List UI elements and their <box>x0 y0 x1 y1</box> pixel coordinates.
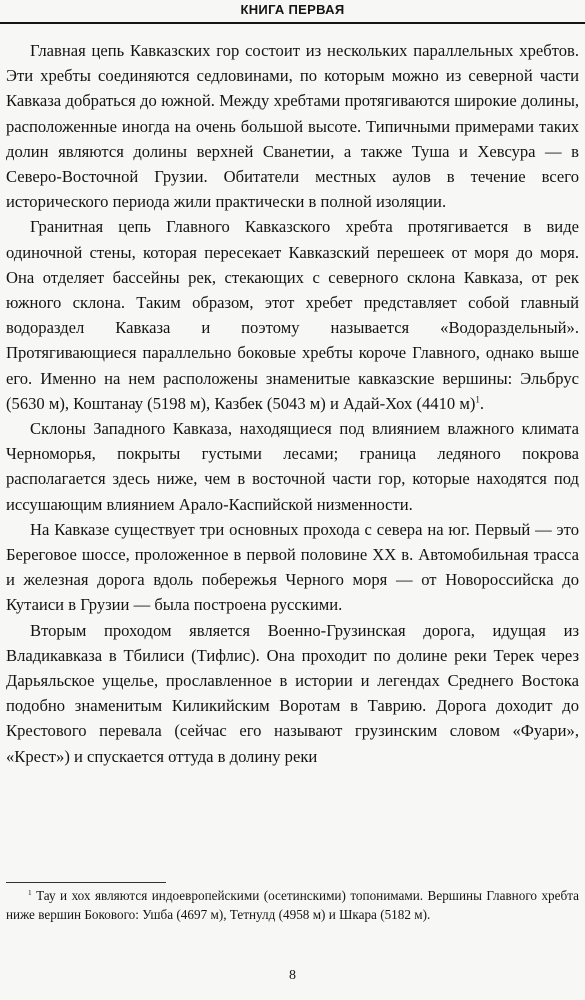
footnote <box>6 886 579 924</box>
body-text <box>6 38 579 769</box>
paragraph-2-text: Гранитная цепь Главного Кавказского хребта протягивается в виде одиночной стены, которая пересекает Кавказский перешеек от моря до моря. Она отделяет бассейны рек, стекающих с северного склона Кавказа, от рек южного склона. Таким образом, этот хребет представляет собой главный водораздел Кавказа и поэтому называется «Водораздельный». Протягивающиеся параллельно боковые хребты короче Главного, однако выше его. Именно на нем расположены знаменитые кавказские вершины: Эльбрус (5630 м), Коштанау (5198 м), Казбек (5043 м) и Адай-Хох (4410 м) <box>6 217 579 413</box>
running-header: КНИГА ПЕРВАЯ <box>240 2 345 17</box>
footnote-text: Тау и хох являются индоевропейскими (осетинскими) топонимами. Вершины Главного хребта ниже вершин Бокового: Ушба (4697 м), Тетнулд (4958 м) и Шкара (5182 м). <box>6 888 579 922</box>
footnote-marker: 1 <box>28 888 32 897</box>
paragraph-2 <box>6 214 579 416</box>
header-rule <box>0 22 585 24</box>
paragraph-3: Склоны Западного Кавказа, находящиеся под влиянием влажного климата Черноморья, покрыты густыми лесами; граница ледяного покрова располагается здесь ниже, чем в восточной части гор, которые находятся под иссушающим влиянием Арало-Каспийской низменности. <box>6 419 579 514</box>
paragraph-4: На Кавказе существует три основных прохода с севера на юг. Первый — это Береговое шоссе, проложенное в первой половине XX в. Автомобильная трасса и железная дорога вдоль побережья Черного моря — от Новороссийска до Кутаиси в Грузии — была построена русскими. <box>6 519 579 615</box>
footnote-separator <box>6 882 166 883</box>
page-number: 8 <box>289 968 296 983</box>
paragraph-1: Главная цепь Кавказских гор состоит из нескольких параллельных хребтов. Эти хребты соединяются седловинами, по которым можно из северной части Кавказа добраться до южной. Между хребтами протягиваются широкие долины, расположенные иногда на очень большой высоте. Типичными примерами таких долин являются долины верхней Сванетии, а также Туша и Хевсура — в Северо-Восточной Грузии. Обитатели местных аулов в течение всего исторического периода жили практически в полной изоляции. <box>6 41 579 212</box>
paragraph-2-end: . <box>479 393 485 413</box>
paragraph-5: Вторым проходом является Военно-Грузинская дорога, идущая из Владикавказа в Тбилиси (Тифлис). Она проходит по долине реки Терек через Дарьяльское ущелье, прославленное в истории и легендах Среднего Востока подобно знаменитым Киликийским Воротам в Таврию. Дорога доходит до Крестового перевала (сейчас его называют грузинским словом «Фуари», «Крест») и спускается оттуда в долину реки <box>6 620 579 766</box>
footnote-reference[interactable]: 1 <box>475 394 480 405</box>
